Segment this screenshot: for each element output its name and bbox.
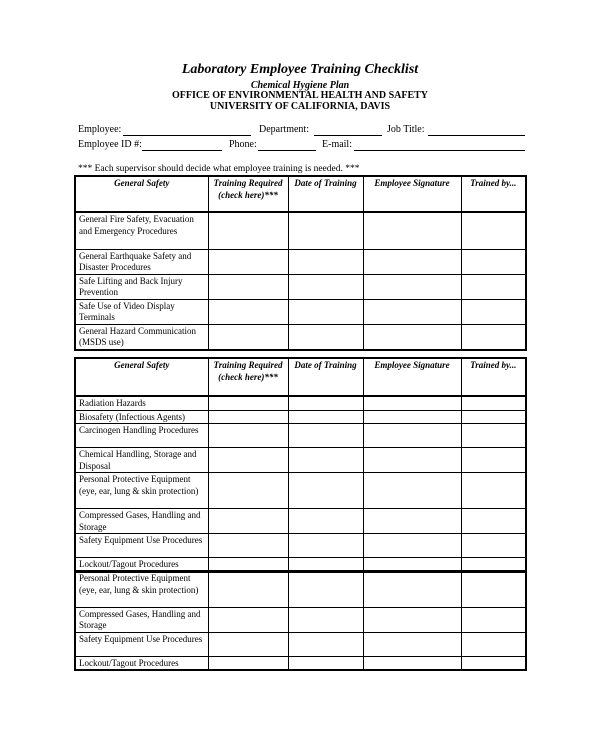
trained-by-cell[interactable] bbox=[461, 632, 526, 656]
signature-cell[interactable] bbox=[363, 656, 461, 670]
signature-cell[interactable] bbox=[363, 534, 461, 558]
row-label: General Fire Safety, Evacuation and Emergency Procedures bbox=[75, 212, 208, 249]
table-row bbox=[75, 274, 526, 299]
supervisor-note: *** Each supervisor should decide what employee training is needed. *** bbox=[78, 164, 360, 174]
date-cell[interactable] bbox=[288, 656, 363, 670]
row-label: General Earthquake Safety and Disaster Procedures bbox=[75, 249, 208, 274]
signature-cell[interactable] bbox=[363, 424, 461, 448]
signature-cell[interactable] bbox=[363, 324, 461, 350]
date-cell[interactable] bbox=[288, 212, 363, 249]
training-required-cell[interactable] bbox=[208, 632, 288, 656]
signature-cell[interactable] bbox=[363, 509, 461, 534]
training-required-cell[interactable] bbox=[208, 571, 288, 607]
document-subtitle: Chemical Hygiene Plan bbox=[250, 80, 350, 91]
signature-cell[interactable] bbox=[363, 632, 461, 656]
date-cell[interactable] bbox=[288, 249, 363, 274]
row-label: Personal Protective Equipment (eye, ear, lung & skin protection) bbox=[75, 473, 208, 509]
row-label: Compressed Gases, Handling and Storage bbox=[75, 607, 208, 632]
trained-by-cell[interactable] bbox=[461, 473, 526, 509]
training-required-cell[interactable] bbox=[208, 424, 288, 448]
training-required-cell[interactable] bbox=[208, 509, 288, 534]
date-cell[interactable] bbox=[288, 448, 363, 473]
date-cell[interactable] bbox=[288, 509, 363, 534]
table-row bbox=[75, 396, 526, 410]
training-table-2 bbox=[74, 357, 527, 573]
date-cell[interactable] bbox=[288, 424, 363, 448]
employee-id-field[interactable] bbox=[142, 150, 222, 151]
row-label: Safe Lifting and Back Injury Prevention bbox=[75, 274, 208, 299]
trained-by-cell[interactable] bbox=[461, 571, 526, 607]
trained-by-cell[interactable] bbox=[461, 509, 526, 534]
employee-id-label: Employee ID #: bbox=[78, 139, 142, 150]
signature-cell[interactable] bbox=[363, 396, 461, 410]
trained-by-cell[interactable] bbox=[461, 424, 526, 448]
training-required-cell[interactable] bbox=[208, 607, 288, 632]
table-row bbox=[75, 424, 526, 448]
col-general-safety: General Safety bbox=[75, 176, 208, 212]
date-cell[interactable] bbox=[288, 396, 363, 410]
signature-cell[interactable] bbox=[363, 299, 461, 324]
department-field[interactable] bbox=[314, 135, 382, 136]
signature-cell[interactable] bbox=[363, 473, 461, 509]
training-table-1 bbox=[74, 175, 527, 351]
date-cell[interactable] bbox=[288, 299, 363, 324]
date-cell[interactable] bbox=[288, 571, 363, 607]
document-title: Laboratory Employee Training Checklist bbox=[181, 62, 419, 77]
row-label: Lockout/Tagout Procedures bbox=[75, 656, 208, 670]
table-row bbox=[75, 448, 526, 473]
email-field[interactable] bbox=[354, 150, 525, 151]
job-title-field[interactable] bbox=[428, 135, 525, 136]
signature-cell[interactable] bbox=[363, 274, 461, 299]
employee-label: Employee: bbox=[78, 124, 122, 135]
col-trained-by: Trained by... bbox=[461, 358, 526, 396]
row-label: Lockout/Tagout Procedures bbox=[75, 558, 208, 572]
row-label: Biosafety (Infectious Agents) bbox=[75, 410, 208, 424]
training-required-cell[interactable] bbox=[208, 299, 288, 324]
trained-by-cell[interactable] bbox=[461, 212, 526, 249]
table-header-row bbox=[75, 358, 526, 396]
col-employee-signature: Employee Signature bbox=[363, 358, 461, 396]
training-required-cell[interactable] bbox=[208, 410, 288, 424]
row-label: Safety Equipment Use Procedures bbox=[75, 534, 208, 558]
table-row bbox=[75, 324, 526, 350]
table-header-row bbox=[75, 176, 526, 212]
signature-cell[interactable] bbox=[363, 410, 461, 424]
phone-label: Phone: bbox=[229, 139, 257, 150]
table-row bbox=[75, 473, 526, 509]
table-row bbox=[75, 607, 526, 632]
trained-by-cell[interactable] bbox=[461, 534, 526, 558]
training-required-cell[interactable] bbox=[208, 473, 288, 509]
date-cell[interactable] bbox=[288, 274, 363, 299]
row-label: General Hazard Communication (MSDS use) bbox=[75, 324, 208, 350]
row-label: Personal Protective Equipment (eye, ear, lung & skin protection) bbox=[75, 571, 208, 607]
training-required-cell[interactable] bbox=[208, 448, 288, 473]
trained-by-cell[interactable] bbox=[461, 249, 526, 274]
table-row bbox=[75, 656, 526, 670]
trained-by-cell[interactable] bbox=[461, 324, 526, 350]
training-required-cell[interactable] bbox=[208, 274, 288, 299]
training-required-cell[interactable] bbox=[208, 212, 288, 249]
row-label: Safe Use of Video Display Terminals bbox=[75, 299, 208, 324]
job-title-label: Job Title: bbox=[387, 124, 425, 135]
university-name: UNIVERSITY OF CALIFORNIA, DAVIS bbox=[209, 101, 391, 112]
col-date-of-training: Date of Training bbox=[288, 176, 363, 212]
signature-cell[interactable] bbox=[363, 571, 461, 607]
row-label: Compressed Gases, Handling and Storage bbox=[75, 509, 208, 534]
col-date-of-training: Date of Training bbox=[288, 358, 363, 396]
signature-cell[interactable] bbox=[363, 212, 461, 249]
training-table-3 bbox=[74, 570, 527, 671]
trained-by-cell[interactable] bbox=[461, 396, 526, 410]
phone-field[interactable] bbox=[258, 150, 316, 151]
office-name: OFFICE OF ENVIRONMENTAL HEALTH AND SAFETY bbox=[171, 90, 429, 101]
date-cell[interactable] bbox=[288, 410, 363, 424]
row-label: Radiation Hazards bbox=[75, 396, 208, 410]
col-trained-by: Trained by... bbox=[461, 176, 526, 212]
table-row bbox=[75, 509, 526, 534]
table-row bbox=[75, 571, 526, 607]
trained-by-cell[interactable] bbox=[461, 448, 526, 473]
date-cell[interactable] bbox=[288, 607, 363, 632]
table-row bbox=[75, 212, 526, 249]
trained-by-cell[interactable] bbox=[461, 299, 526, 324]
table-row bbox=[75, 299, 526, 324]
trained-by-cell[interactable] bbox=[461, 656, 526, 670]
row-label: Carcinogen Handling Procedures bbox=[75, 424, 208, 448]
training-required-cell[interactable] bbox=[208, 249, 288, 274]
training-required-cell[interactable] bbox=[208, 324, 288, 350]
col-training-required: Training Required (check here)*** bbox=[208, 358, 288, 396]
date-cell[interactable] bbox=[288, 534, 363, 558]
date-cell[interactable] bbox=[288, 473, 363, 509]
table-row bbox=[75, 632, 526, 656]
signature-cell[interactable] bbox=[363, 448, 461, 473]
row-label: Safety Equipment Use Procedures bbox=[75, 632, 208, 656]
training-required-cell[interactable] bbox=[208, 656, 288, 670]
col-training-required: Training Required (check here)*** bbox=[208, 176, 288, 212]
employee-field[interactable] bbox=[123, 135, 251, 136]
table-row bbox=[75, 410, 526, 424]
row-label: Chemical Handling, Storage and Disposal bbox=[75, 448, 208, 473]
trained-by-cell[interactable] bbox=[461, 607, 526, 632]
email-label: E-mail: bbox=[322, 139, 352, 150]
trained-by-cell[interactable] bbox=[461, 274, 526, 299]
signature-cell[interactable] bbox=[363, 249, 461, 274]
col-general-safety: General Safety bbox=[75, 358, 208, 396]
table-row bbox=[75, 534, 526, 558]
signature-cell[interactable] bbox=[363, 607, 461, 632]
training-required-cell[interactable] bbox=[208, 396, 288, 410]
training-required-cell[interactable] bbox=[208, 534, 288, 558]
department-label: Department: bbox=[259, 124, 309, 135]
trained-by-cell[interactable] bbox=[461, 410, 526, 424]
col-employee-signature: Employee Signature bbox=[363, 176, 461, 212]
table-row bbox=[75, 249, 526, 274]
date-cell[interactable] bbox=[288, 632, 363, 656]
date-cell[interactable] bbox=[288, 324, 363, 350]
